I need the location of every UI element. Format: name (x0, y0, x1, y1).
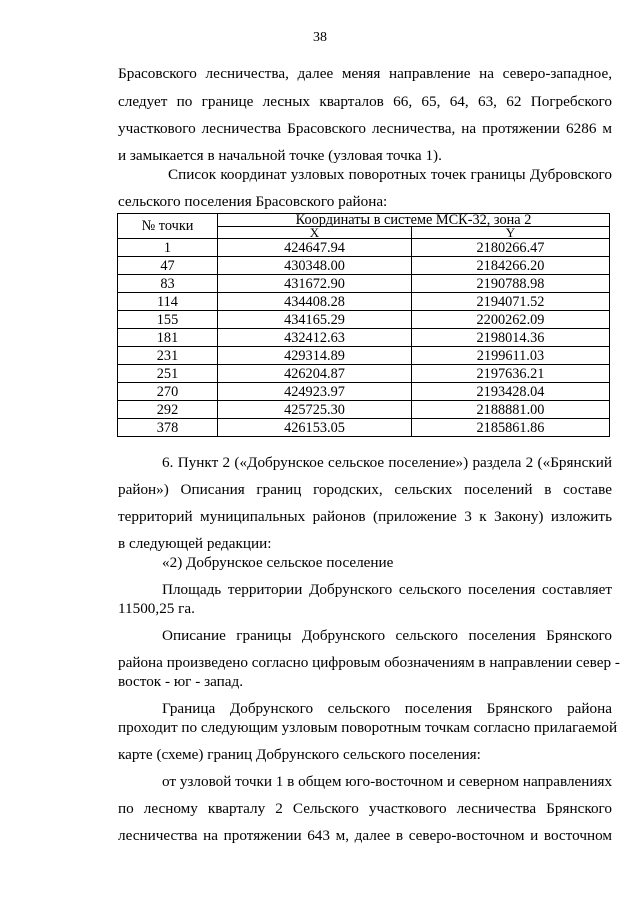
point-number: 231 (118, 347, 218, 365)
coord-y: 2190788.98 (412, 275, 610, 293)
text-line: Описание границы Добрунского сельского поселения Брянского (162, 627, 612, 644)
coord-x: 434165.29 (218, 311, 412, 329)
point-number: 114 (118, 293, 218, 311)
text-line: район») Описания границ городских, сельских поселений в составе (118, 481, 612, 498)
coordinates-table (117, 213, 610, 437)
coord-y: 2180266.47 (412, 239, 610, 257)
column-header-x: X (218, 227, 412, 239)
text-line: «2) Добрунское сельское поселение (162, 554, 394, 571)
point-number: 181 (118, 329, 218, 347)
table-row (118, 257, 610, 275)
text-line: Граница Добрунского сельского поселения Брянского района (162, 700, 612, 717)
text-line: 6. Пункт 2 («Добрунское сельское поселение») раздела 2 («Брянский (162, 454, 612, 471)
point-number: 251 (118, 365, 218, 383)
table-row (118, 311, 610, 329)
coord-y: 2197636.21 (412, 365, 610, 383)
text-line: карте (схеме) границ Добрунского сельского поселения: (118, 746, 481, 763)
point-number: 270 (118, 383, 218, 401)
text-line: участкового лесничества Брасовского лесничества, на протяжении 6286 м (118, 120, 612, 137)
text-line: Площадь территории Добрунского сельского поселения составляет (162, 581, 612, 598)
text-line: лесничества на протяжении 643 м, далее в северо-восточном и восточном (118, 827, 612, 844)
coord-x: 424647.94 (218, 239, 412, 257)
text-line: проходит по следующим узловым поворотным точкам согласно прилагаемой (118, 719, 618, 736)
text-line: от узловой точки 1 в общем юго-восточном и северном направлениях (162, 773, 613, 790)
coord-x: 429314.89 (218, 347, 412, 365)
text-line: Брасовского лесничества, далее меняя направление на северо-западное, (118, 65, 612, 82)
text-line: сельского поселения Брасовского района: (118, 193, 388, 210)
table-row (118, 419, 610, 437)
coord-x: 424923.97 (218, 383, 412, 401)
point-number: 292 (118, 401, 218, 419)
text-line: территорий муниципальных районов (приложение 3 к Закону) изложить (118, 508, 612, 525)
coord-x: 426204.87 (218, 365, 412, 383)
text-line: Список координат узловых поворотных точек границы Дубровского (168, 166, 612, 183)
coord-y: 2199611.03 (412, 347, 610, 365)
point-number: 1 (118, 239, 218, 257)
table-row (118, 275, 610, 293)
table-row (118, 401, 610, 419)
column-header-y: Y (412, 227, 610, 239)
table-row (118, 365, 610, 383)
point-number: 83 (118, 275, 218, 293)
point-number: 378 (118, 419, 218, 437)
coord-x: 425725.30 (218, 401, 412, 419)
point-number: 155 (118, 311, 218, 329)
table-row (118, 383, 610, 401)
text-line: по лесному кварталу 2 Сельского участкового лесничества Брянского (118, 800, 612, 817)
text-line: района произведено согласно цифровым обозначениям в направлении север - (118, 654, 620, 671)
coord-y: 2200262.09 (412, 311, 610, 329)
column-header-point: № точки (118, 214, 218, 239)
table-row (118, 347, 610, 365)
coord-y: 2184266.20 (412, 257, 610, 275)
table-row (118, 293, 610, 311)
coord-x: 430348.00 (218, 257, 412, 275)
coord-y: 2194071.52 (412, 293, 610, 311)
point-number: 47 (118, 257, 218, 275)
coord-x: 434408.28 (218, 293, 412, 311)
coord-y: 2193428.04 (412, 383, 610, 401)
text-line: и замыкается в начальной точке (узловая точка 1). (118, 147, 442, 164)
text-line: в следующей редакции: (118, 535, 272, 552)
page-number: 38 (313, 30, 327, 45)
table-row (118, 329, 610, 347)
text-line: 11500,25 га. (118, 600, 195, 617)
text-line: следует по границе лесных кварталов 66, 65, 64, 63, 62 Погребского (118, 93, 612, 110)
coord-x: 432412.63 (218, 329, 412, 347)
coord-x: 426153.05 (218, 419, 412, 437)
coord-y: 2185861.86 (412, 419, 610, 437)
coord-y: 2188881.00 (412, 401, 610, 419)
column-header-coords: Координаты в системе МСК-32, зона 2 (218, 214, 610, 227)
text-line: восток - юг - запад. (118, 673, 244, 690)
table-row (118, 239, 610, 257)
coord-x: 431672.90 (218, 275, 412, 293)
coord-y: 2198014.36 (412, 329, 610, 347)
